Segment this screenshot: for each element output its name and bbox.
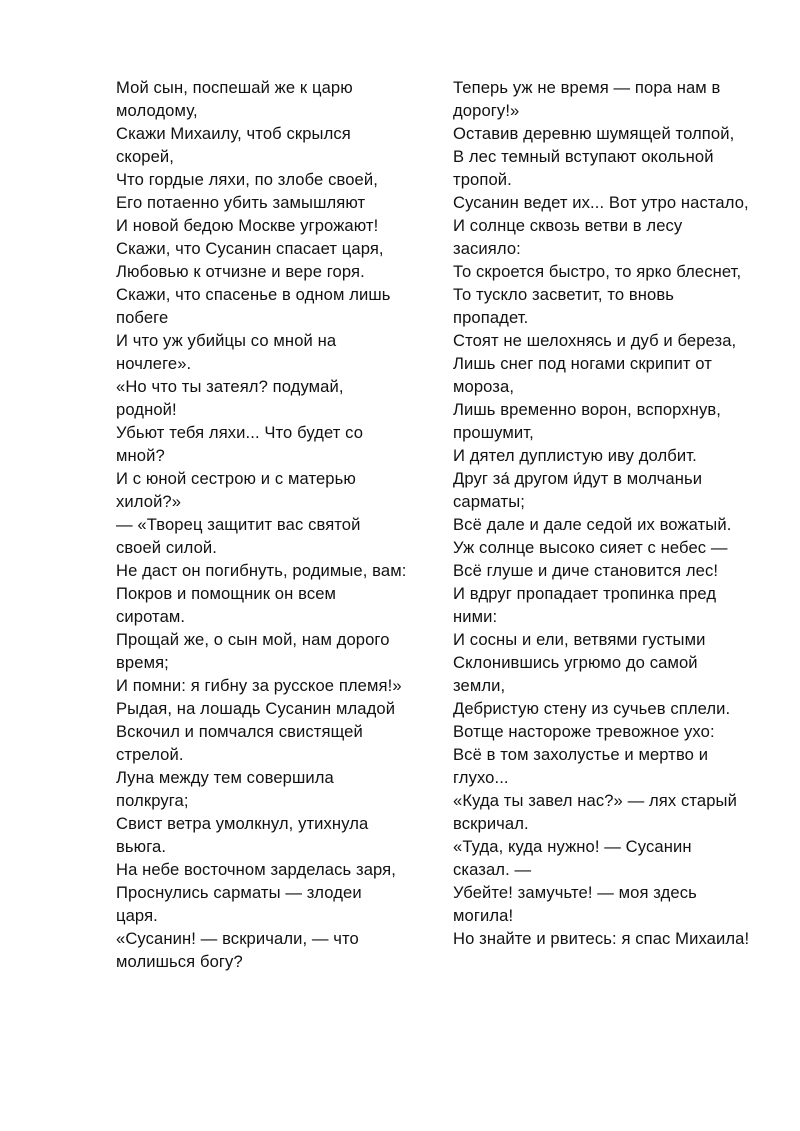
poem-line: Луна между тем совершила полкруга;	[116, 768, 334, 810]
poem-line: Склонившись угрюмо до самой земли,	[453, 653, 698, 695]
poem-line: Дебристую стену из сучьев сплели.	[453, 699, 731, 718]
poem-line: Друг за́ другом и́дут в молчаньи сарматы;	[453, 469, 703, 511]
poem-line: То тускло засветит, то вновь пропадет.	[453, 285, 675, 327]
poem-line: И с юной сестрою и с матерью хилой?»	[116, 469, 356, 511]
poem-line: Скажи Михаилу, чтоб скрылся скорей,	[116, 124, 351, 166]
poem-line: Вскочил и помчался свистящей стрелой.	[116, 722, 363, 764]
poem-line: Проснулись сарматы — злодеи царя.	[116, 883, 362, 925]
poem-line: Прощай же, о сын мой, нам дорого время;	[116, 630, 390, 672]
poem-line: В лес темный вступают окольной тропой.	[453, 147, 714, 189]
poem-line: Скажи, что Сусанин спасает царя,	[116, 239, 384, 258]
poem-line: Лишь временно ворон, вспорхнув, прошумит,	[453, 400, 721, 442]
poem-line: И вдруг пропадает тропинка пред ними:	[453, 584, 717, 626]
poem-line: Но знайте и рвитесь: я спас Михаила!	[453, 929, 750, 948]
poem-line: На небе восточном зарделась заря,	[116, 860, 396, 879]
poem-line: Рыдая, на лошадь Сусанин младой	[116, 699, 396, 718]
poem-line: Всё в том захолустье и мертво и глухо...	[453, 745, 709, 787]
poem-line: То скроется быстро, то ярко блеснет,	[453, 262, 742, 281]
poem-line: — «Творец защитит вас святой своей силой.	[116, 515, 361, 557]
poem-line: И дятел дуплистую иву долбит.	[453, 446, 697, 465]
poem-line: Покров и помощник он всем сиротам.	[116, 584, 337, 626]
poem-line: Всё глуше и диче становится лес!	[453, 561, 719, 580]
poem-line: Лишь снег под ногами скрипит от мороза,	[453, 354, 712, 396]
poem-line: Его потаенно убить замышляют	[116, 193, 366, 212]
poem-line: Стоят не шелохнясь и дуб и береза,	[453, 331, 737, 350]
poem-line: Мой сын, поспешай же к царю молодому,	[116, 78, 353, 120]
poem-line: Сусанин ведет их... Вот утро настало,	[453, 193, 749, 212]
poem-line: Уж солнце высоко сияет с небес —	[453, 538, 728, 557]
poem-line: И помни: я гибну за русское племя!»	[116, 676, 402, 695]
poem-line: «Туда, куда нужно! — Сусанин сказал. —	[453, 837, 692, 879]
poem-line: «Сусанин! — вскричали, — что молишься богу?	[116, 929, 359, 971]
poem-line: И новой бедою Москве угрожают!	[116, 216, 379, 235]
poem-line: И сосны и ели, ветвями густыми	[453, 630, 706, 649]
poem-line: Любовью к отчизне и вере горя.	[116, 262, 365, 281]
poem-line: Оставив деревню шумящей толпой,	[453, 124, 735, 143]
poem-line: И солнце сквозь ветви в лесу засияло:	[453, 216, 683, 258]
poem-line: И что уж убийцы со мной на ночлеге».	[116, 331, 337, 373]
poem-line: Всё дале и дале седой их вожатый.	[453, 515, 732, 534]
poem-line: Убьют тебя ляхи... Что будет со мной?	[116, 423, 364, 465]
poem-line: «Куда ты завел нас?» — лях старый вскричал.	[453, 791, 737, 833]
poem-line: Скажи, что спасенье в одном лишь побеге	[116, 285, 391, 327]
poem-line: Вотще настороже тревожное ухо:	[453, 722, 715, 741]
poem-line: «Но что ты затеял? подумай, родной!	[116, 377, 344, 419]
poem-line: Что гордые ляхи, по злобе своей,	[116, 170, 378, 189]
poem-line: Теперь уж не время — пора нам в дорогу!»	[453, 78, 721, 120]
poem-column-right	[453, 76, 753, 950]
poem-column-left	[116, 76, 408, 973]
poem-line: Не даст он погибнуть, родимые, вам:	[116, 561, 407, 580]
poem-line: Убейте! замучьте! — моя здесь могила!	[453, 883, 697, 925]
poem-line: Свист ветра умолкнул, утихнула вьюга.	[116, 814, 369, 856]
